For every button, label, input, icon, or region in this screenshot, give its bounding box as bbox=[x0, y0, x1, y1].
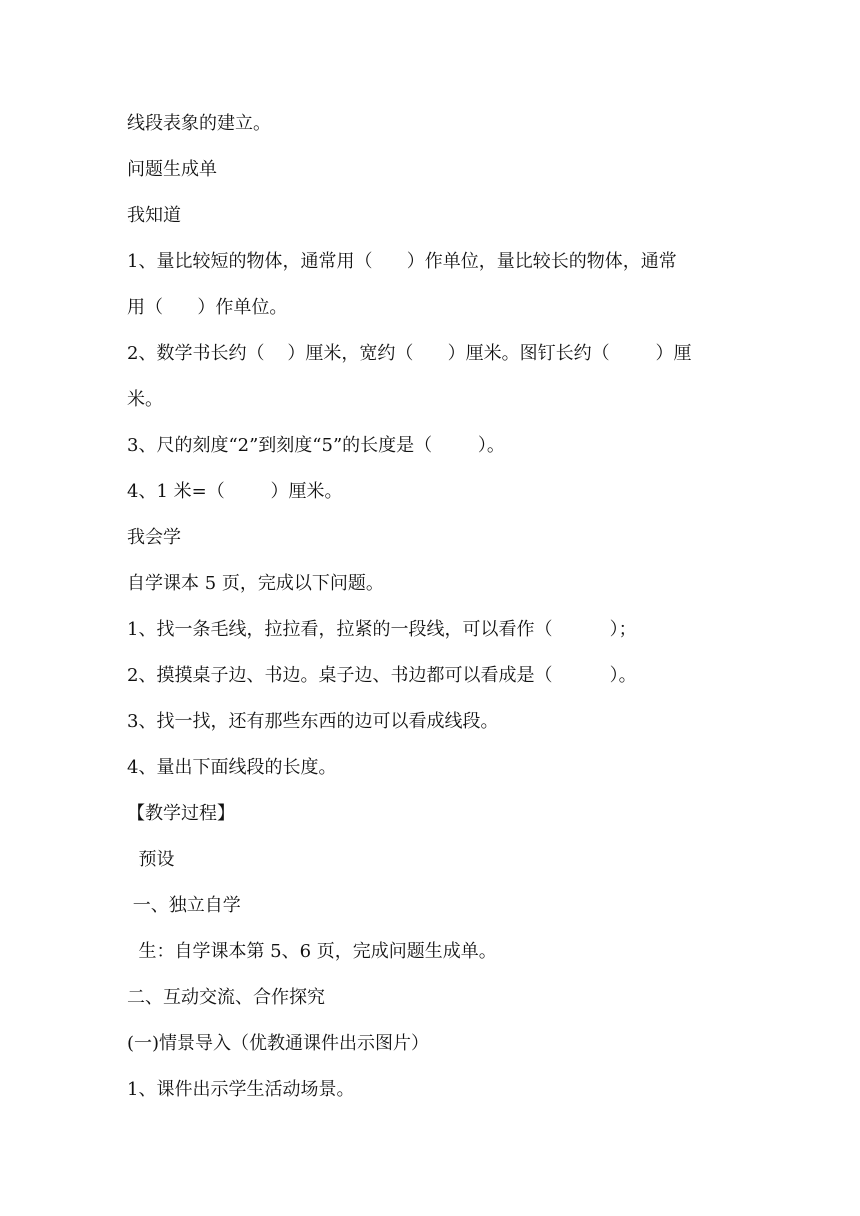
learn-item-3: 3、找一找，还有那些东西的边可以看成线段。 bbox=[127, 711, 499, 732]
section-2-heading: 二、互动交流、合作探究 bbox=[127, 987, 325, 1008]
question-2-line-2: 米。 bbox=[127, 389, 163, 410]
learn-item-1: 1、找一条毛线，拉拉看，拉紧的一段线，可以看作（ ）； bbox=[127, 619, 637, 640]
question-1-line-1: 1、量比较短的物体，通常用（ ）作单位，量比较长的物体，通常 bbox=[127, 251, 677, 272]
heading-i-can-learn: 我会学 bbox=[127, 527, 181, 548]
heading-i-know: 我知道 bbox=[127, 205, 181, 226]
subsection-1-heading: (一)情景导入（优教通课件出示图片） bbox=[127, 1033, 430, 1054]
question-1-line-2: 用（ ）作单位。 bbox=[127, 297, 288, 318]
question-3: 3、尺的刻度“2”到刻度“5”的长度是（ ）。 bbox=[127, 435, 505, 456]
section-1-heading: 一、独立自学 bbox=[127, 895, 241, 916]
line-intro: 线段表象的建立。 bbox=[127, 113, 271, 134]
heading-teaching-process: 【教学过程】 bbox=[127, 803, 235, 824]
section-1-student-task: 生：自学课本第 5、6 页，完成问题生成单。 bbox=[127, 941, 497, 962]
question-4: 4、1 米=（ ）厘米。 bbox=[127, 481, 343, 502]
learn-item-4: 4、量出下面线段的长度。 bbox=[127, 757, 337, 778]
preset-label: 预设 bbox=[127, 849, 175, 870]
subsection-1-item-1: 1、课件出示学生活动场景。 bbox=[127, 1079, 355, 1100]
question-2-line-1: 2、数学书长约（ ）厘米，宽约（ ）厘米。图钉长约（ ）厘 bbox=[127, 343, 692, 364]
learn-item-2: 2、摸摸桌子边、书边。桌子边、书边都可以看成是（ ）。 bbox=[127, 665, 637, 686]
heading-question-sheet: 问题生成单 bbox=[127, 159, 217, 180]
self-study-instruction: 自学课本 5 页，完成以下问题。 bbox=[127, 573, 384, 594]
